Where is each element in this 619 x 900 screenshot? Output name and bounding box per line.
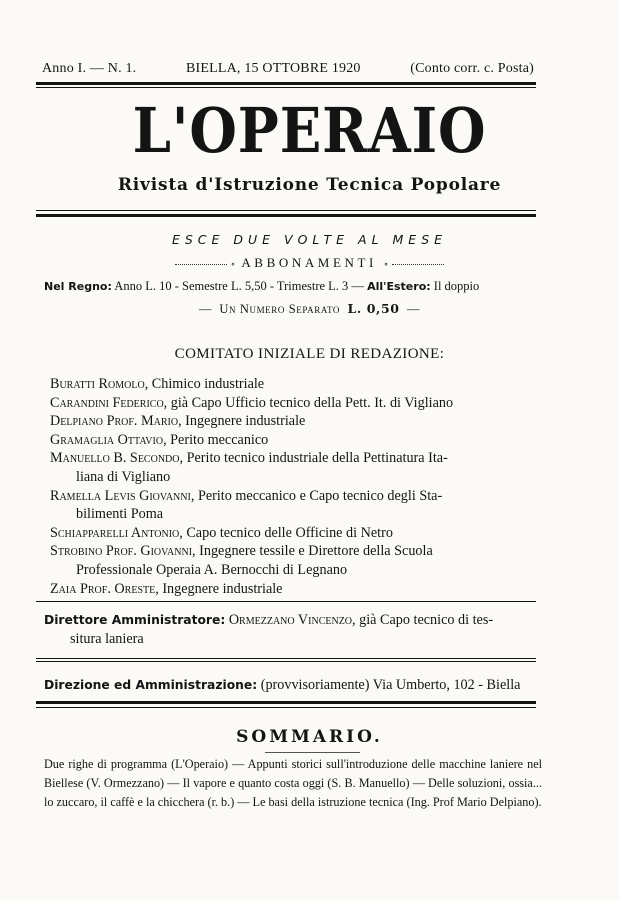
divider <box>36 661 536 662</box>
management-line <box>44 677 544 694</box>
divider <box>36 658 536 659</box>
masthead-subtitle: Rivista d'Istruzione Tecnica Popolare <box>117 175 502 195</box>
header-line <box>42 61 534 77</box>
ornament-dot: ∘ <box>230 259 236 269</box>
member-role: , Perito meccanico e Capo tecnico degli Sta- <box>190 487 443 504</box>
committee-member <box>50 580 540 599</box>
member-role: , Perito meccanico <box>163 431 269 448</box>
divider <box>36 210 536 211</box>
divider <box>36 701 536 704</box>
place-date: BIELLA, 15 OTTOBRE 1920 <box>185 61 361 76</box>
issue-number: Anno I. — N. 1. <box>42 61 137 76</box>
regno-label: Nel Regno: <box>44 280 112 293</box>
committee-member <box>50 412 540 431</box>
member-name: Ramella Levis Giovanni <box>50 487 191 504</box>
committee-member <box>50 524 540 543</box>
member-name: Zaia Prof. Oreste <box>50 580 156 597</box>
divider <box>36 82 536 85</box>
member-name: Manuello B. Secondo <box>50 450 180 467</box>
ornament-line <box>175 264 227 265</box>
ornament-line <box>392 264 444 265</box>
member-role-cont: Professionale Operaia A. Bernocchi di Legnano <box>76 561 348 578</box>
divider <box>36 87 536 88</box>
estero-rate: Il doppio <box>433 279 480 293</box>
member-name: Schiapparelli Antonio <box>50 524 180 541</box>
masthead-title: L'OPERAIO <box>132 94 487 167</box>
member-name: Gramaglia Ottavio <box>50 431 164 448</box>
administrator-role-cont: situra laniera <box>70 631 144 647</box>
member-name: Delpiano Prof. Mario <box>50 413 179 430</box>
subscription-heading-text: ABBONAMENTI <box>241 255 377 270</box>
single-copy-amount: L. 0,50 <box>347 301 400 316</box>
postal-account: (Conto corr. c. Posta) <box>410 61 534 76</box>
divider <box>36 707 536 708</box>
member-role-cont: liana di Vigliano <box>76 468 171 485</box>
member-role: , Ingegnere industriale <box>178 413 306 430</box>
summary-underline <box>265 752 360 753</box>
member-name: Carandini Federico <box>50 394 164 411</box>
divider <box>36 601 536 602</box>
member-role: , Ingegnere tessile e Direttore della Scuola <box>192 543 433 560</box>
committee-member <box>50 487 540 524</box>
ornament-dot: ∘ <box>383 259 389 269</box>
administrator-name: Ormezzano Vincenzo <box>228 612 353 628</box>
single-copy-label: Un Numero Separato <box>219 302 340 316</box>
summary-text: Due righe di programma (L'Operaio) — Appunti storici sull'introduzione delle macchine laniere nel Biellese (V. Ormezzano) — Il vapore e quanto costa oggi (S. B. Manuello) — Delle soluzioni, ossia... lo zuccaro, il caffè e la chicchera (r. b.) — Le basi della istruzione tecnica (Ing. Prof Mario Delpiano). <box>44 757 542 809</box>
committee-member <box>50 394 540 413</box>
subscription-heading <box>0 255 619 271</box>
member-role: , Ingegnere industriale <box>155 580 283 597</box>
member-role-cont: bilimenti Poma <box>76 506 164 523</box>
committee-member <box>50 375 540 394</box>
member-role: , Perito tecnico industriale della Pettinatura Ita- <box>179 450 448 467</box>
divider <box>36 214 536 217</box>
regno-rates: Anno L. 10 - Semestre L. 5,50 - Trimestre L. 3 — <box>114 279 364 293</box>
estero-label: All'Estero: <box>367 280 431 293</box>
committee-list <box>50 375 540 598</box>
committee-member <box>50 542 540 579</box>
single-copy-price: — Un Numero Separato L. 0,50 — <box>198 301 421 316</box>
management-label: Direzione ed Amministrazione: <box>44 678 258 692</box>
committee-member <box>50 449 540 486</box>
management-address: (provvisoriamente) Via Umberto, 102 - Biella <box>260 677 521 693</box>
publication-frequency: ESCE DUE VOLTE AL MESE <box>171 232 448 247</box>
member-name: Strobino Prof. Giovanni <box>50 543 193 560</box>
committee-title: COMITATO INIZIALE DI REDAZIONE: <box>174 346 445 362</box>
member-name: Buratti Romolo <box>50 376 145 392</box>
administrator-label: Direttore Amministratore: <box>44 613 226 627</box>
summary-title: SOMMARIO. <box>236 727 383 747</box>
member-role: , già Capo Ufficio tecnico della Pett. It. di Vigliano <box>163 394 454 411</box>
administrator-line <box>44 611 544 649</box>
administrator-role: , già Capo tecnico di tes- <box>352 612 494 628</box>
subscription-rates <box>44 279 544 294</box>
member-role: , Chimico industriale <box>144 376 265 392</box>
committee-member <box>50 431 540 450</box>
member-role: , Capo tecnico delle Officine di Netro <box>179 524 393 541</box>
